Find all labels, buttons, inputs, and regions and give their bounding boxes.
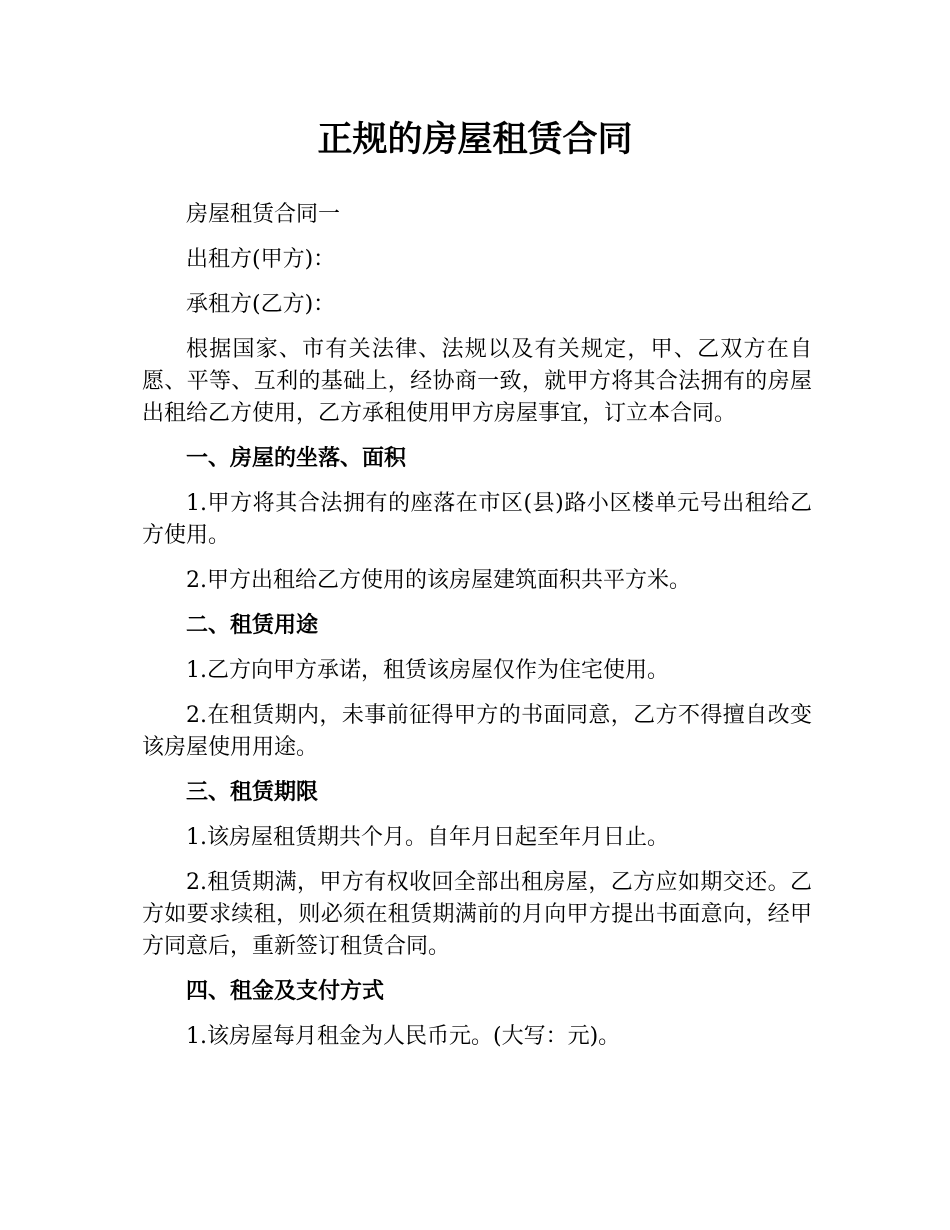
section-heading: 一、房屋的坐落、面积 <box>186 446 407 471</box>
document-body <box>142 199 812 1066</box>
section-heading: 三、租赁期限 <box>186 780 319 805</box>
section-heading: 二、租赁用途 <box>186 613 319 638</box>
paragraph: 1.该房屋租赁期共个月。自年月日起至年月日止。 <box>186 825 669 850</box>
paragraph: 1.该房屋每月租金为人民币元。(大写：元)。 <box>186 1024 621 1049</box>
paragraph: 房屋租赁合同一 <box>186 202 341 227</box>
paragraph: 2.甲方出租给乙方使用的该房屋建筑面积共平方米。 <box>186 568 691 593</box>
paragraph: 1.甲方将其合法拥有的座落在市区(县)路小区楼单元号出租给乙方使用。 <box>142 491 812 548</box>
paragraph: 出租方(甲方)： <box>186 247 336 272</box>
paragraph: 根据国家、市有关法律、法规以及有关规定，甲、乙双方在自愿、平等、互利的基础上，经协商一致，就甲方将其合法拥有的房屋出租给乙方使用，乙方承租使用甲方房屋事宜，订立本合同。 <box>142 337 812 426</box>
paragraph: 承租方(乙方)： <box>186 292 336 317</box>
paragraph: 1.乙方向甲方承诺，租赁该房屋仅作为住宅使用。 <box>186 658 669 683</box>
section-heading: 四、租金及支付方式 <box>186 979 385 1004</box>
document-title: 正规的房屋租赁合同 <box>317 120 633 160</box>
paragraph: 2.租赁期满，甲方有权收回全部出租房屋，乙方应如期交还。乙方如要求续租，则必须在租赁期满前的月向甲方提出书面意向，经甲方同意后，重新签订租赁合同。 <box>142 870 812 959</box>
paragraph: 2.在租赁期内，未事前征得甲方的书面同意，乙方不得擅自改变该房屋使用用途。 <box>142 703 812 760</box>
